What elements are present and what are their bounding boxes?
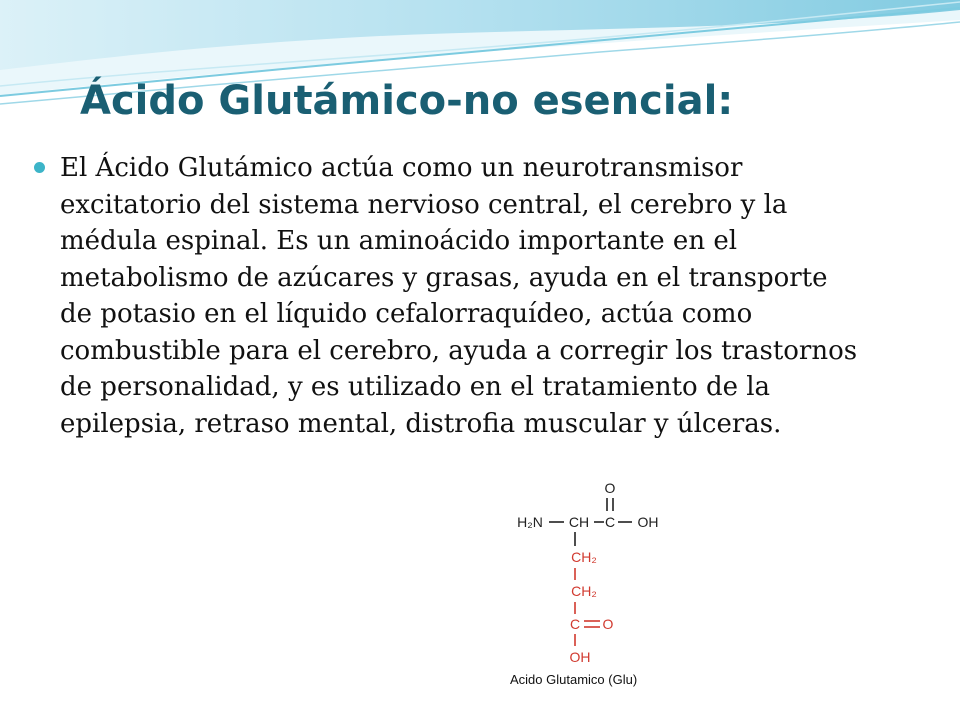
bullet-text: El Ácido Glutámico actúa como un neurotransmisor excitatorio del sistema nervioso central, el cerebro y la médula espinal. Es un aminoácido importante en el metabolismo de azúcares y grasas, ayuda en el transporte de potasio en el líquido cefalorraquídeo, actúa como combustible para el cerebro, ayuda a corregir los trastornos de personalidad, y es utilizado en el tratamiento de la epilepsia, retraso mental, distrofia muscular y úlceras.	[60, 153, 858, 439]
atom-oh-top: OH	[637, 514, 659, 530]
atom-o-side: O	[602, 616, 614, 632]
atom-ch2-b: CH₂	[571, 583, 597, 599]
bullet-dot-icon	[34, 162, 45, 173]
bullet-list	[30, 150, 910, 442]
glutamic-acid-structure-figure	[504, 478, 690, 698]
atom-o-top: O	[604, 480, 616, 496]
structure-caption: Acido Glutamico (Glu)	[510, 672, 638, 687]
atom-oh-bottom: OH	[569, 649, 591, 665]
atom-c-side: C	[569, 616, 581, 632]
atom-c-carboxyl: C	[604, 514, 616, 530]
bullet-item	[30, 150, 910, 442]
atom-h2n: H₂N	[517, 514, 543, 530]
slide-title: Ácido Glutámico-no esencial:	[80, 78, 734, 124]
atom-ch2-a: CH₂	[571, 549, 597, 565]
atom-ch: CH	[568, 514, 590, 530]
structure-diagram	[504, 478, 690, 668]
